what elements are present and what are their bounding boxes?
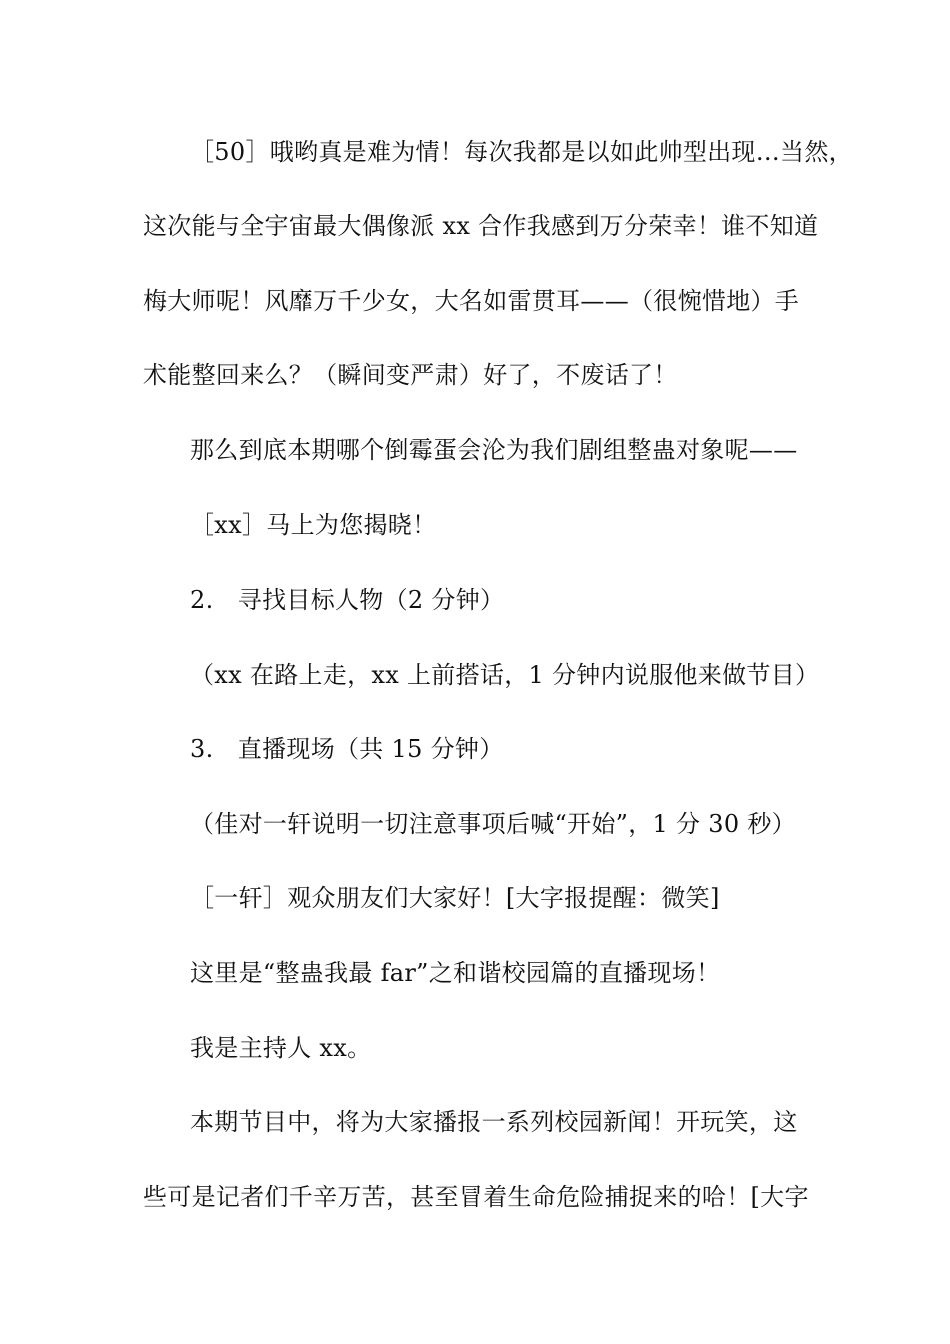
paragraph-line: 些可是记者们千辛万苦，甚至冒着生命危险捕捉来的哈！[大字 [143,1183,809,1211]
stage-direction: （xx 在路上走，xx 上前搭话，1 分钟内说服他来做节目） [190,661,820,689]
paragraph-line: 梅大师呢！风靡万千少女，大名如雷贯耳——（很惋惜地）手 [143,287,800,315]
paragraph-line: ［一轩］观众朋友们大家好！[大字报提醒：微笑] [190,884,720,912]
paragraph-line: ［50］哦哟真是难为情！每次我都是以如此帅型出现…当然， [190,138,853,166]
stage-direction: （佳对一轩说明一切注意事项后喊“开始”，1 分 30 秒） [190,810,796,838]
paragraph-line: 本期节目中，将为大家播报一系列校园新闻！开玩笑，这 [190,1108,798,1136]
section-heading: 3. 直播现场（共 15 分钟） [190,735,504,763]
paragraph-line: 这里是“整蛊我最 far”之和谐校园篇的直播现场！ [190,959,721,987]
paragraph-line: ［xx］马上为您揭晓！ [190,511,437,539]
paragraph-line: 我是主持人 xx。 [190,1034,372,1062]
paragraph-line: 这次能与全宇宙最大偶像派 xx 合作我感到万分荣幸！谁不知道 [143,212,819,240]
section-heading: 2. 寻找目标人物（2 分钟） [190,586,505,614]
paragraph-line: 那么到底本期哪个倒霉蛋会沦为我们剧组整蛊对象呢—— [190,436,798,464]
paragraph-line: 术能整回来么？（瞬间变严肃）好了，不废话了！ [143,361,678,389]
